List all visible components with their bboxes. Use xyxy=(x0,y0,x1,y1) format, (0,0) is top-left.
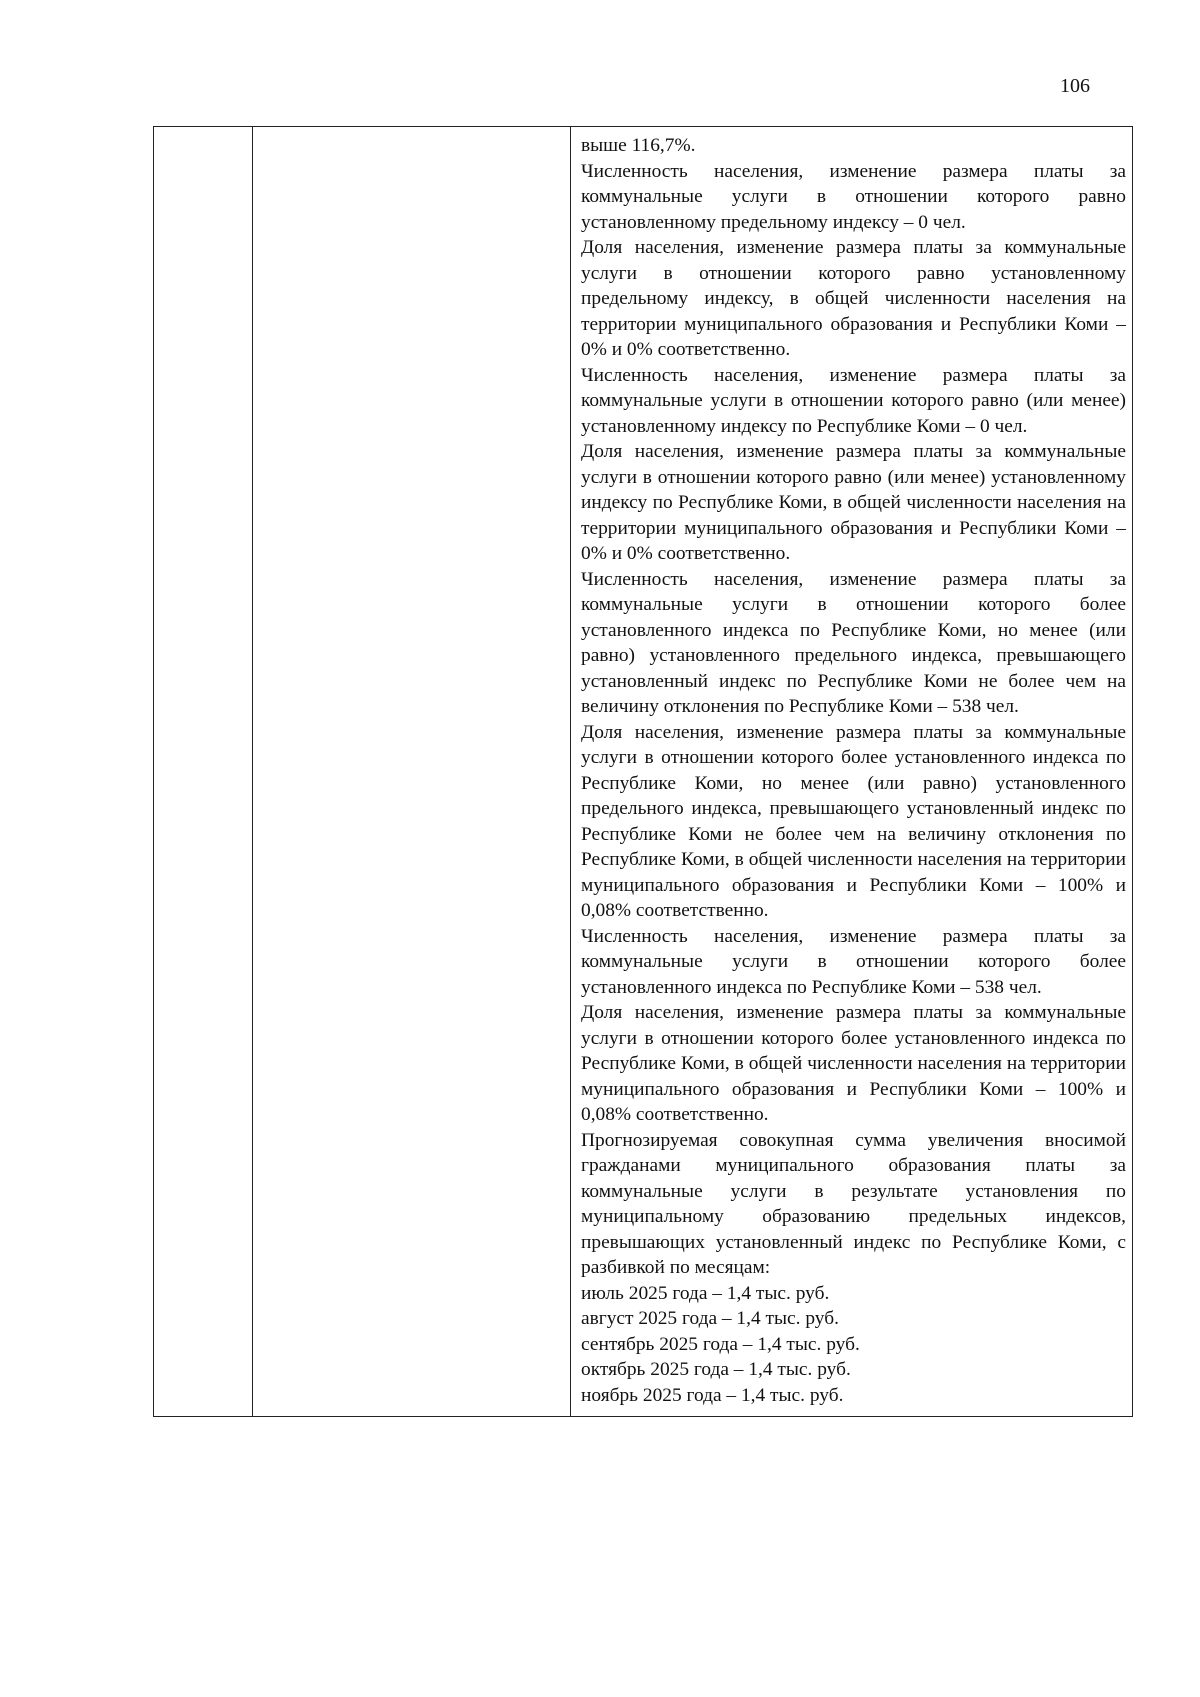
paragraph: Доля населения, изменение размера платы за коммунальные услуги в отношении которого более установленного индекса по Республике Коми, в общей численности населения на территории муниципального образования и Республики Коми – 100% и 0,08% соответственно. xyxy=(581,1002,1126,1125)
paragraph: Прогнозируемая совокупная сумма увеличения вносимой гражданами муниципального образования платы за коммунальные услуги в результате установления по муниципальному образованию предельных индексов, превышающих установленный индекс по Республике Коми, с разбивкой по месяцам: xyxy=(581,1129,1126,1278)
paragraph: Численность населения, изменение размера платы за коммунальные услуги в отношении которого более установленного индекса по Республике Коми, но менее (или равно) установленного предельного индекса, превышающего установленный индекс по Республике Коми не более чем на величину отклонения по Республике Коми – 538 чел. xyxy=(581,568,1126,717)
month-line: июль 2025 года – 1,4 тыс. руб. xyxy=(581,1282,830,1304)
page-number: 106 xyxy=(1060,75,1090,97)
paragraph: Доля населения, изменение размера платы за коммунальные услуги в отношении которого равно (или менее) установленному индексу по Республике Коми, в общей численности населения на территории муниципального образования и Республики Коми – 0% и 0% соответственно. xyxy=(581,441,1126,564)
table-row xyxy=(154,127,1133,1417)
paragraph: выше 116,7%. xyxy=(581,135,696,156)
table-cell-empty-2 xyxy=(253,127,571,1417)
paragraph: Численность населения, изменение размера платы за коммунальные услуги в отношении которого равно установленному предельному индексу – 0 чел. xyxy=(581,160,1126,233)
paragraph: Численность населения, изменение размера платы за коммунальные услуги в отношении которого равно (или менее) установленному индексу по Республике Коми – 0 чел. xyxy=(581,364,1126,437)
table-cell-text xyxy=(571,127,1133,1417)
table-cell-empty-1 xyxy=(154,127,253,1417)
month-line: ноябрь 2025 года – 1,4 тыс. руб. xyxy=(581,1384,844,1406)
month-line: август 2025 года – 1,4 тыс. руб. xyxy=(581,1308,839,1329)
document-table xyxy=(153,126,1133,1417)
paragraph: Доля населения, изменение размера платы за коммунальные услуги в отношении которого более установленного индекса по Республике Коми, но менее (или равно) установленного предельного индекса, превышающего установленный индекс по Республике Коми не более чем на величину отклонения по Республике Коми, в общей численности населения на территории муниципального образования и Республики Коми – 100% и 0,08% соответственно. xyxy=(581,721,1126,921)
month-line: сентябрь 2025 года – 1,4 тыс. руб. xyxy=(581,1333,860,1355)
paragraph: Численность населения, изменение размера платы за коммунальные услуги в отношении которого более установленного индекса по Республике Коми – 538 чел. xyxy=(581,925,1126,998)
paragraph: Доля населения, изменение размера платы за коммунальные услуги в отношении которого равно установленному предельному индексу, в общей численности населения на территории муниципального образования и Республики Коми – 0% и 0% соответственно. xyxy=(581,237,1126,360)
month-line: октябрь 2025 года – 1,4 тыс. руб. xyxy=(581,1359,851,1380)
